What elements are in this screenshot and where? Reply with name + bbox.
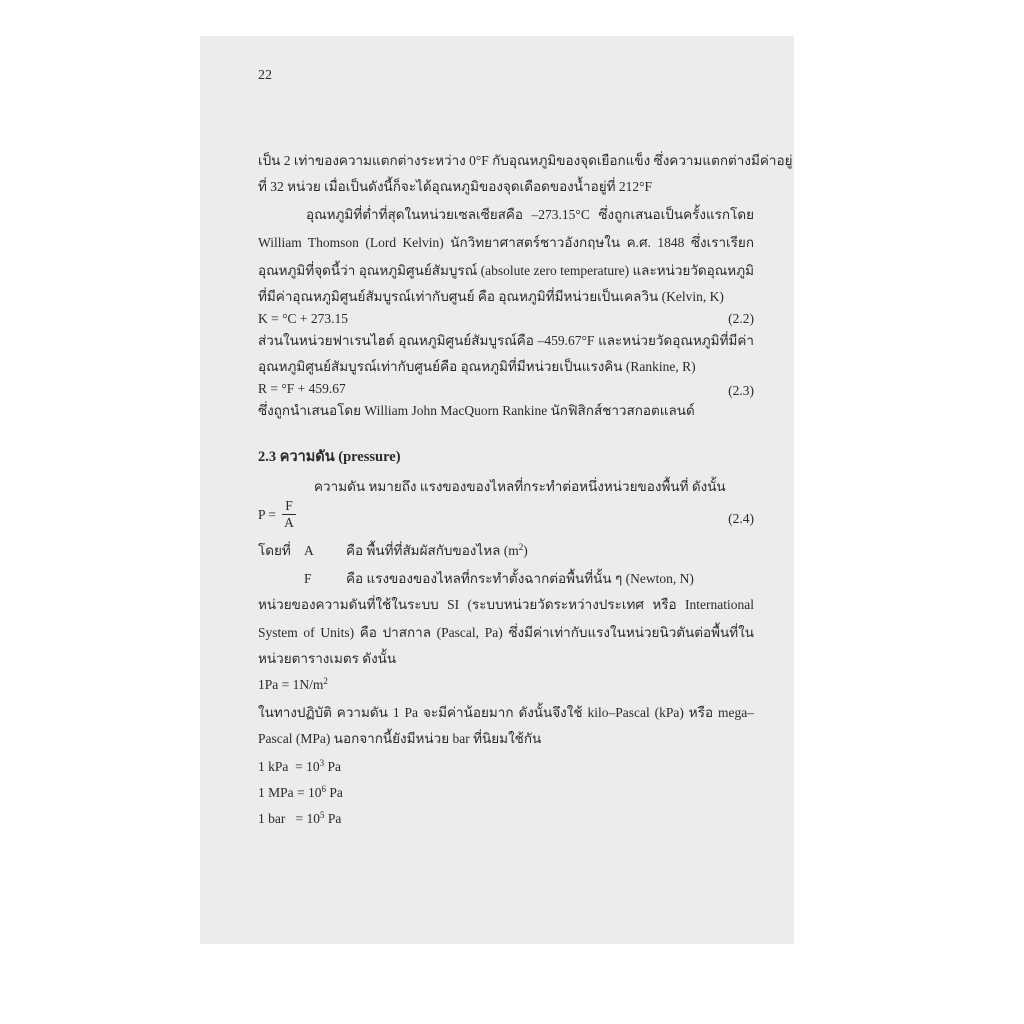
unit-kpa xyxy=(258,758,754,776)
unit-text: 1 bar = 10 xyxy=(258,811,320,826)
paragraph-line: อุณหภูมิที่จุดนี้ว่า อุณหภูมิศูนย์สัมบูรณ์ (absolute zero temperature) และหน่วยวัดอุณหภูมิ xyxy=(258,263,754,278)
fraction-denominator: A xyxy=(284,515,294,530)
unit-suffix: Pa xyxy=(326,785,343,800)
page-number: 22 xyxy=(258,68,272,83)
fraction xyxy=(282,498,296,531)
definition-f: คือ แรงของของไหลที่กระทำตั้งฉากต่อพื้นที่นั้น ๆ (Newton, N) xyxy=(346,571,694,586)
where-label: โดยที่ xyxy=(258,543,291,558)
equation-pascal xyxy=(258,676,754,694)
symbol-a: A xyxy=(304,543,314,558)
unit-suffix: Pa xyxy=(324,759,341,774)
definition-a xyxy=(346,542,528,560)
superscript: 6 xyxy=(321,784,326,794)
equation-number: (2.3) xyxy=(728,383,754,398)
symbol-f: F xyxy=(304,571,312,586)
equation-pascal-text: 1Pa = 1N/m xyxy=(258,677,324,692)
unit-bar xyxy=(258,810,754,828)
unit-mpa xyxy=(258,784,754,802)
book-page xyxy=(200,36,794,944)
paragraph-line: ซึ่งถูกนำเสนอโดย William John MacQuorn Rankine นักฟิสิกส์ชาวสกอตแลนด์ xyxy=(258,403,695,418)
paragraph-line: System of Units) คือ ปาสกาล (Pascal, Pa) ซึ่งมีค่าเท่ากับแรงในหน่วยนิวตันต่อพื้นที่ใน xyxy=(258,625,754,640)
paragraph-line: Pascal (MPa) นอกจากนี้ยังมีหน่วย bar ที่นิยมใช้กัน xyxy=(258,731,542,746)
paragraph-line: ส่วนในหน่วยฟาเรนไฮต์ อุณหภูมิศูนย์สัมบูรณ์คือ –459.67°F และหน่วยวัดอุณหภูมิที่มีค่า xyxy=(258,333,754,348)
unit-text: 1 kPa = 10 xyxy=(258,759,320,774)
paragraph-line: อุณหภูมิที่ต่ำที่สุดในหน่วยเซลเซียสคือ –273.15°C ซึ่งถูกเสนอเป็นครั้งแรกโดย xyxy=(306,207,754,222)
superscript: 2 xyxy=(323,676,328,686)
equation-lhs: P = xyxy=(258,507,276,522)
definition-a-text: คือ พื้นที่ที่สัมผัสกับของไหล (m xyxy=(346,543,519,558)
paragraph-line: อุณหภูมิศูนย์สัมบูรณ์เท่ากับศูนย์คือ อุณหภูมิที่มีหน่วยเป็นแรงคิน (Rankine, R) xyxy=(258,359,696,374)
paragraph-line: ที่มีค่าอุณหภูมิศูนย์สัมบูรณ์เท่ากับศูนย์ คือ อุณหภูมิที่มีหน่วยเป็นเคลวิน (Kelvin, K) xyxy=(258,289,724,304)
section-heading: 2.3 ความดัน (pressure) xyxy=(258,449,401,465)
paragraph-line: ความดัน หมายถึง แรงของของไหลที่กระทำต่อหนึ่งหน่วยของพื้นที่ ดังนั้น xyxy=(314,479,726,494)
paragraph-line: เป็น 2 เท่าของความแตกต่างระหว่าง 0°F กับอุณหภูมิของจุดเยือกแข็ง ซึ่งความแตกต่างมีค่าอยู่ xyxy=(258,153,793,168)
paragraph-line: ในทางปฏิบัติ ความดัน 1 Pa จะมีค่าน้อยมาก ดังนั้นจึงใช้ kilo–Pascal (kPa) หรือ mega– xyxy=(258,705,754,720)
definition-a-end: ) xyxy=(523,543,528,558)
equation-number: (2.2) xyxy=(728,311,754,326)
equation-rankine: R = °F + 459.67 xyxy=(258,381,346,396)
paragraph-line: William Thomson (Lord Kelvin) นักวิทยาศาสตร์ชาวอังกฤษใน ค.ศ. 1848 ซึ่งเราเรียก xyxy=(258,235,754,250)
equation-kelvin: K = °C + 273.15 xyxy=(258,311,349,326)
unit-text: 1 MPa = 10 xyxy=(258,785,322,800)
equation-pressure xyxy=(258,498,318,538)
paragraph-line: หน่วยตารางเมตร ดังนั้น xyxy=(258,651,397,666)
superscript: 3 xyxy=(319,758,325,768)
fraction-numerator: F xyxy=(285,498,293,513)
superscript: 2 xyxy=(518,542,524,552)
equation-number: (2.4) xyxy=(728,511,754,526)
paragraph-line: ที่ 32 หน่วย เมื่อเป็นดังนี้ก็จะได้อุณหภูมิของจุดเดือดของน้ำอยู่ที่ 212°F xyxy=(258,179,653,194)
paragraph-line: หน่วยของความดันที่ใช้ในระบบ SI (ระบบหน่วยวัดระหว่างประเทศ หรือ International xyxy=(258,597,754,612)
unit-suffix: Pa xyxy=(324,811,342,826)
superscript: 5 xyxy=(319,810,325,820)
